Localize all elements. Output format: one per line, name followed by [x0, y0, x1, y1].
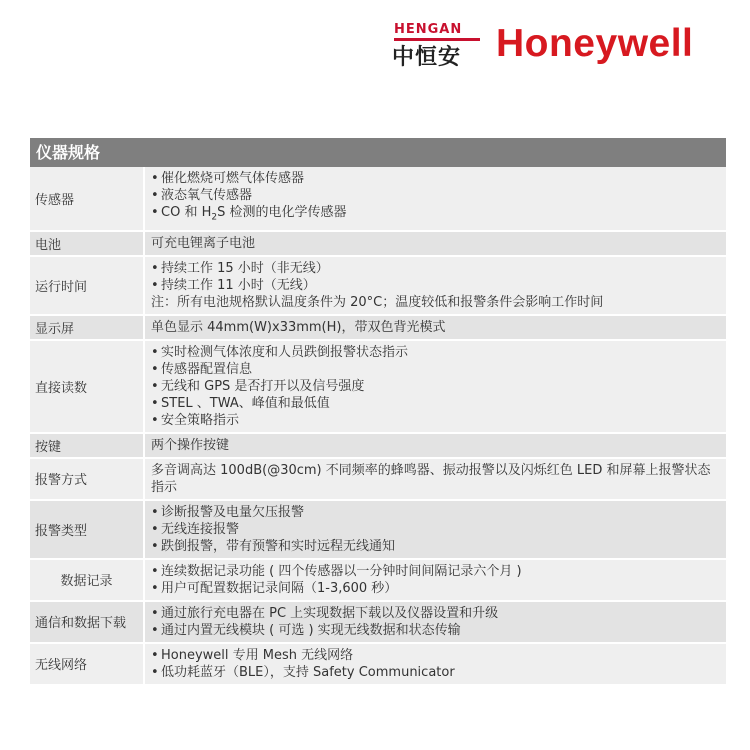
- spec-text-part: 跌倒报警，带有预警和实时远程无线通知: [161, 538, 396, 554]
- spec-row: [30, 232, 726, 257]
- spec-bullet-item: [151, 204, 720, 227]
- hengan-logo-cn: 中恒安: [392, 45, 462, 70]
- spec-text: [151, 235, 720, 252]
- spec-text-part: STEL 、TWA、峰值和最低值: [161, 395, 330, 411]
- spec-row-value: [145, 560, 726, 600]
- spec-text-part: 可充电锂离子电池: [151, 235, 256, 251]
- spec-bullet-item: [151, 170, 720, 187]
- spec-text-part: 无线连接报警: [161, 521, 240, 537]
- spec-row: [30, 167, 726, 232]
- spec-row-value: [145, 257, 726, 314]
- honeywell-logo: Honeywell: [496, 22, 694, 65]
- spec-row-value: [145, 644, 726, 684]
- spec-text-part: 安全策略指示: [161, 412, 240, 428]
- spec-bullet-item: [151, 260, 720, 277]
- spec-row: [30, 602, 726, 644]
- spec-bullet-item: [151, 187, 720, 204]
- spec-text-part: 液态氧气传感器: [161, 188, 253, 203]
- spec-bullet-item: [151, 563, 720, 580]
- spec-text: [151, 462, 720, 496]
- spec-text-part: 持续工作 11 小时（无线）: [161, 277, 316, 293]
- spec-bullet-item: [151, 664, 720, 681]
- spec-text-part: 持续工作 15 小时（非无线）: [161, 260, 329, 276]
- spec-text-part: 实时检测气体浓度和人员跌倒报警状态指示: [161, 344, 409, 360]
- spec-text-part: S 检测的电化学传感器: [217, 205, 347, 220]
- spec-text-part: 用户可配置数据记录间隔（1-3,600 秒）: [161, 580, 398, 596]
- spec-row-value: [145, 232, 726, 255]
- spec-text-part: 单色显示 44mm(W)x33mm(H)，带双色背光模式: [151, 319, 446, 335]
- spec-bullet-item: [151, 647, 720, 664]
- spec-row-value: [145, 167, 726, 230]
- spec-row-label: 直接读数: [30, 341, 143, 432]
- spec-row: [30, 644, 726, 686]
- spec-text-part: 多音调高达 100dB(@30cm) 不同频率的蜂鸣器、振动报警以及闪烁红色 LED 和屏幕上报警状态指示: [151, 462, 711, 495]
- spec-bullet-item: [151, 395, 720, 412]
- spec-row-value: [145, 316, 726, 339]
- spec-text-part: 注：所有电池规格默认温度条件为 20°C；温度较低和报警条件会影响工作时间: [151, 294, 604, 310]
- hengan-logo-en: HENGAN: [394, 22, 463, 37]
- spec-text-part: CO 和 H: [161, 205, 212, 220]
- spec-subscript: 2: [211, 212, 218, 223]
- spec-row-label: 报警方式: [30, 459, 143, 499]
- spec-table: [30, 138, 726, 686]
- spec-text: [151, 319, 720, 336]
- spec-bullet-item: [151, 521, 720, 538]
- spec-text-part: 低功耗蓝牙（BLE），支持 Safety Communicator: [161, 664, 455, 680]
- spec-bullet-item: [151, 378, 720, 395]
- spec-bullet-item: [151, 538, 720, 555]
- spec-row: [30, 560, 726, 602]
- spec-text-part: 无线和 GPS 是否打开以及信号强度: [161, 378, 365, 394]
- spec-row: [30, 257, 726, 316]
- spec-row: [30, 434, 726, 459]
- spec-text-part: 诊断报警及电量欠压报警: [161, 504, 305, 520]
- spec-row-label: 运行时间: [30, 257, 143, 314]
- spec-row-value: [145, 602, 726, 642]
- spec-bullet-item: [151, 622, 720, 639]
- spec-text-part: 通过内置无线模块 ( 可选 ) 实现无线数据和状态传输: [161, 622, 461, 638]
- spec-table-title: 仪器规格: [30, 138, 726, 167]
- spec-text-part: Honeywell 专用 Mesh 无线网络: [161, 647, 354, 663]
- spec-text-part: 通过旅行充电器在 PC 上实现数据下载以及仪器设置和升级: [161, 605, 499, 621]
- spec-bullet-item: [151, 344, 720, 361]
- hengan-logo: [392, 22, 484, 68]
- spec-row-label: 数据记录: [30, 560, 143, 600]
- spec-text-part: 催化燃烧可燃气体传感器: [161, 171, 305, 186]
- spec-text: [151, 294, 720, 311]
- spec-bullet-item: [151, 361, 720, 378]
- spec-bullet-item: [151, 580, 720, 597]
- spec-row: [30, 316, 726, 341]
- spec-text-part: 传感器配置信息: [161, 361, 253, 377]
- spec-text: [151, 437, 720, 454]
- spec-rows: [30, 167, 726, 686]
- spec-bullet-item: [151, 412, 720, 429]
- brand-logos: [392, 22, 732, 68]
- spec-bullet-item: [151, 504, 720, 521]
- spec-text-part: 两个操作按键: [151, 437, 230, 453]
- spec-row-label: 报警类型: [30, 501, 143, 558]
- spec-row-label: 显示屏: [30, 316, 143, 339]
- spec-text-part: 连续数据记录功能 ( 四个传感器以一分钟时间间隔记录六个月 ): [161, 563, 522, 579]
- spec-row-value: [145, 434, 726, 457]
- spec-row-value: [145, 501, 726, 558]
- spec-row-value: [145, 341, 726, 432]
- spec-row-label: 无线网络: [30, 644, 143, 684]
- spec-row-label: 传感器: [30, 167, 143, 230]
- spec-row-label: 电池: [30, 232, 143, 255]
- spec-bullet-item: [151, 277, 720, 294]
- spec-row-value: [145, 459, 726, 499]
- spec-row: [30, 501, 726, 560]
- spec-bullet-item: [151, 605, 720, 622]
- spec-row: [30, 341, 726, 434]
- spec-row: [30, 459, 726, 501]
- spec-row-label: 通信和数据下载: [30, 602, 143, 642]
- spec-row-label: 按键: [30, 434, 143, 457]
